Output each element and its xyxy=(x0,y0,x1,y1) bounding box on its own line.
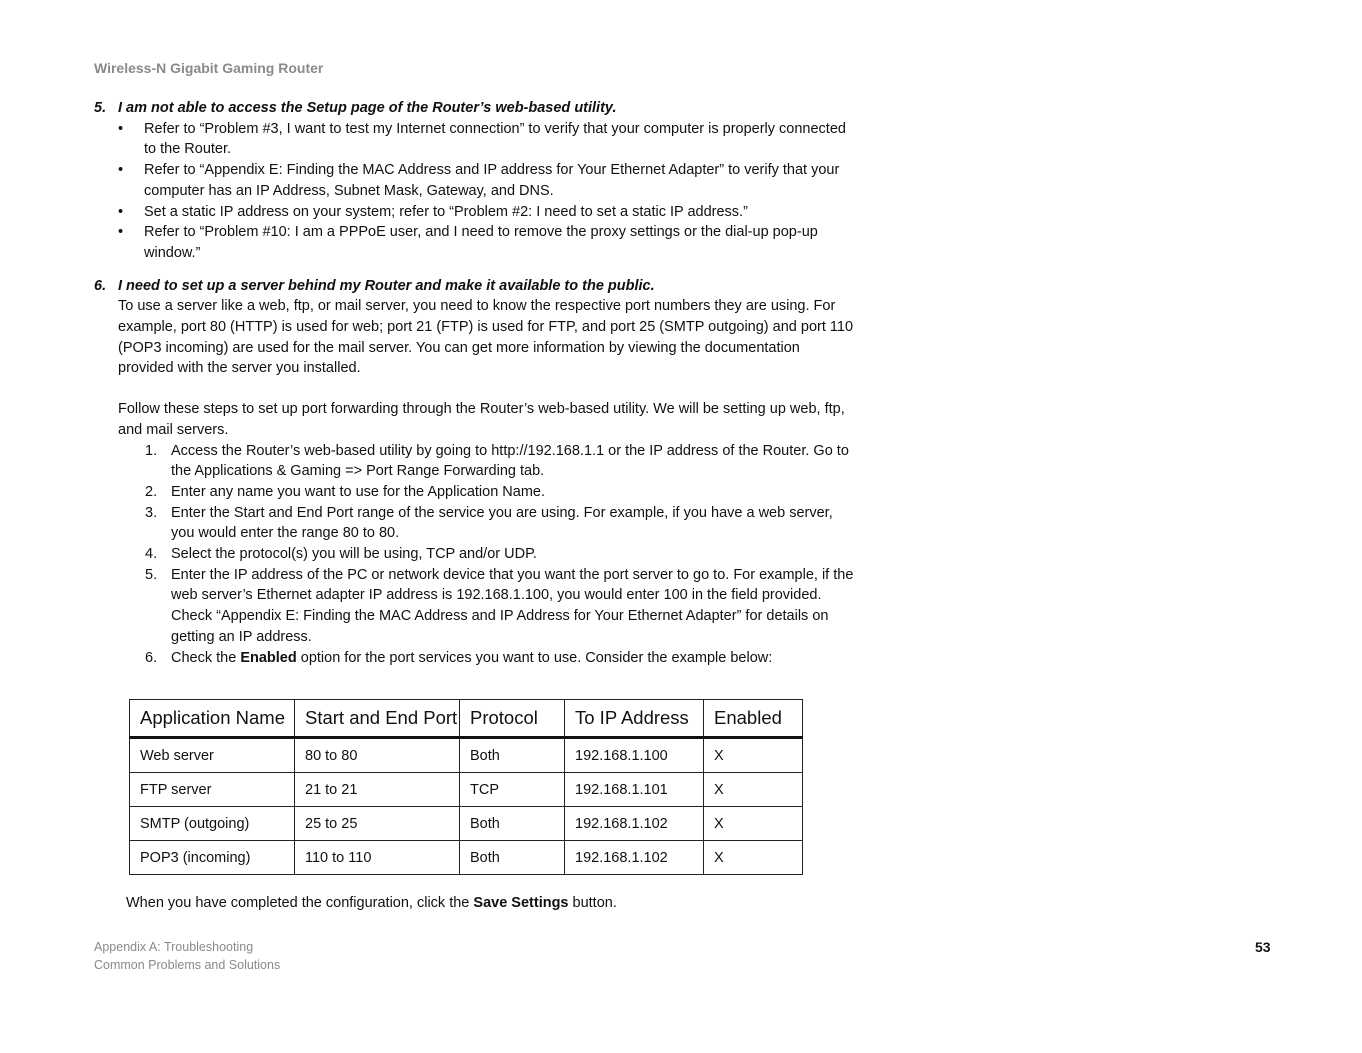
list-item xyxy=(118,160,854,201)
problem-5-number: 5. xyxy=(94,100,107,116)
column-header: Start and End Port xyxy=(295,700,460,738)
step-item xyxy=(145,544,854,565)
problem-5-title xyxy=(94,98,854,119)
list-item xyxy=(118,119,854,160)
step-number: 6. xyxy=(145,649,158,666)
table-header-row xyxy=(130,700,803,738)
table-cell: X xyxy=(704,807,803,841)
problem-5-title-text: I am not able to access the Setup page of the Router’s web-based utility. xyxy=(118,100,617,116)
table-cell: 80 to 80 xyxy=(295,738,460,773)
step-number: 1. xyxy=(145,442,158,459)
footer-subsection: Common Problems and Solutions xyxy=(94,957,281,972)
step-number: 4. xyxy=(145,546,158,563)
step-text: Enter any name you want to use for the Application Name. xyxy=(171,483,545,500)
table-cell: X xyxy=(704,773,803,807)
table-cell: TCP xyxy=(460,773,565,807)
list-item xyxy=(118,202,854,223)
closing-text-post: button. xyxy=(568,895,617,911)
bullet-text: Refer to “Problem #10: I am a PPPoE user, and I need to remove the proxy settings or the dial-up pop-up window.” xyxy=(144,224,818,261)
table-cell: X xyxy=(704,841,803,875)
page-number: 53 xyxy=(1255,939,1271,955)
step-text: Access the Router’s web-based utility by going to http://192.168.1.1 or the IP address of the Router. Go to the Applications & Gaming => Port Range Forwarding tab. xyxy=(171,442,849,480)
table-cell: FTP server xyxy=(130,773,295,807)
table-cell: 25 to 25 xyxy=(295,807,460,841)
port-forwarding-example-table xyxy=(129,699,803,875)
table-cell: Both xyxy=(460,738,565,773)
problem-5-bullet-list xyxy=(94,119,854,264)
save-settings-term: Save Settings xyxy=(473,895,569,911)
step-text-post: option for the port services you want to use. Consider the example below: xyxy=(296,649,773,666)
table-cell: Both xyxy=(460,807,565,841)
table-cell: X xyxy=(704,738,803,773)
bullet-icon: • xyxy=(118,224,124,241)
table-cell: POP3 (incoming) xyxy=(130,841,295,875)
footer-section: Appendix A: Troubleshooting xyxy=(94,940,254,954)
closing-instruction xyxy=(126,895,617,911)
table-cell: 192.168.1.100 xyxy=(565,738,704,773)
table-cell: 21 to 21 xyxy=(295,773,460,807)
problem-6-number: 6. xyxy=(94,277,107,294)
step-number: 2. xyxy=(145,483,158,500)
table-row xyxy=(130,807,803,841)
table-cell: Web server xyxy=(130,738,295,773)
step-text: Enter the IP address of the PC or network device that you want the port server to go to. For example, if the web server’s Ethernet adapter IP address is 192.168.1.100, you would enter 100 in the field provided. Check “Appendix E: Finding the MAC Address and IP Address for Your Ethernet Adapter” for details on getting an IP address. xyxy=(171,566,854,645)
column-header: Application Name xyxy=(130,700,295,738)
steps-list xyxy=(94,441,854,669)
bullet-text: Set a static IP address on your system; refer to “Problem #2: I need to set a static IP address.” xyxy=(144,203,748,220)
bullet-icon: • xyxy=(118,162,124,179)
bullet-text: Refer to “Problem #3, I want to test my Internet connection” to verify that your computer is properly connected to the Router. xyxy=(144,120,846,158)
column-header: Protocol xyxy=(460,700,565,738)
step-item xyxy=(145,441,854,482)
problem-6-intro: To use a server like a web, ftp, or mail server, you need to know the respective port numbers they are using. For example, port 80 (HTTP) is used for web; port 21 (FTP) is used for FTP, and port 25 (SMTP outgoing) and port 110 (POP3 incoming) are used for the mail server. You can get more information by viewing the documentation provided with the server you installed. xyxy=(118,298,854,377)
step-item xyxy=(145,503,854,544)
table-row xyxy=(130,773,803,807)
table-cell: 192.168.1.102 xyxy=(565,807,704,841)
running-footer xyxy=(94,939,280,974)
table-cell: 192.168.1.101 xyxy=(565,773,704,807)
column-header: To IP Address xyxy=(565,700,704,738)
step-number: 3. xyxy=(145,504,158,521)
table-cell: 192.168.1.102 xyxy=(565,841,704,875)
step-item xyxy=(145,482,854,503)
list-item xyxy=(118,222,854,263)
table-row xyxy=(130,841,803,875)
problem-6-title-text: I need to set up a server behind my Router and make it available to the public. xyxy=(118,277,655,294)
enabled-term: Enabled xyxy=(240,649,297,666)
bullet-icon: • xyxy=(118,203,124,220)
running-header: Wireless-N Gigabit Gaming Router xyxy=(94,60,324,76)
column-header: Enabled xyxy=(704,700,803,738)
table-cell: SMTP (outgoing) xyxy=(130,807,295,841)
bullet-icon: • xyxy=(118,120,124,137)
step-number: 5. xyxy=(145,566,158,583)
step-text: Select the protocol(s) you will be using, TCP and/or UDP. xyxy=(171,546,537,563)
step-item xyxy=(145,648,854,669)
bullet-text: Refer to “Appendix E: Finding the MAC Address and IP address for Your Ethernet Adapter” to verify that your computer has an IP Address, Subnet Mask, Gateway, and DNS. xyxy=(144,162,840,199)
closing-text-pre: When you have completed the configuration, click the xyxy=(126,895,474,911)
table-cell: Both xyxy=(460,841,565,875)
problem-6-title xyxy=(94,276,854,297)
page-content xyxy=(94,98,854,668)
step-text: Enter the Start and End Port range of the service you are using. For example, if you have a web server, you would enter the range 80 to 80. xyxy=(171,504,833,542)
problem-6-follow: Follow these steps to set up port forwarding through the Router’s web-based utility. We will be setting up web, ftp, and mail servers. xyxy=(118,401,845,438)
step-text-pre: Check the xyxy=(171,649,241,666)
step-item xyxy=(145,565,854,648)
table-cell: 110 to 110 xyxy=(295,841,460,875)
table-row xyxy=(130,738,803,773)
